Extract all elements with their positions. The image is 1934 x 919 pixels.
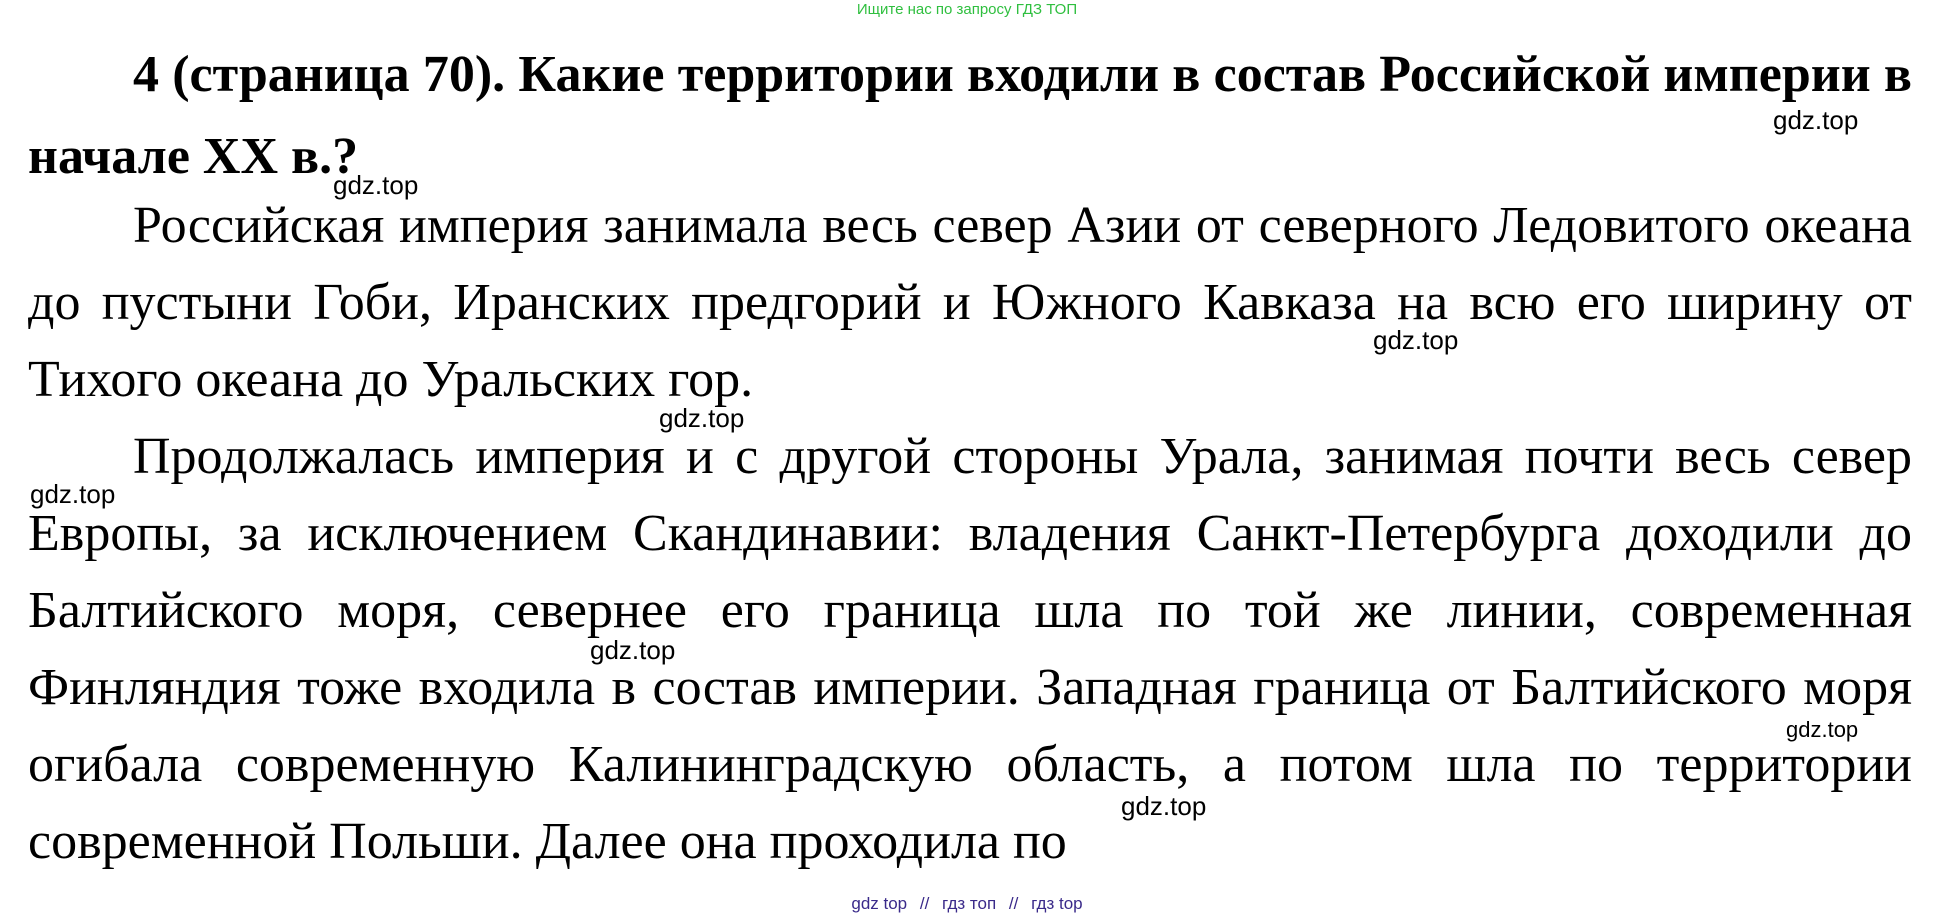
watermark: gdz.top	[1773, 105, 1859, 135]
bottom-link-1[interactable]: gdz top	[851, 894, 908, 913]
watermark: gdz.top	[659, 403, 745, 433]
bottom-link-3[interactable]: гдз top	[1031, 894, 1083, 913]
answer-paragraph-1: Российская империя занимала весь север Азии от северного Ледовитого океана до пустыни Гоби, Иранских предгорий и Южного Кавказа на всю его ширину от Тихого океана до Уральских гор.	[28, 197, 1912, 408]
top-search-hint: Ищите нас по запросу ГДЗ ТОП	[856, 1, 1078, 18]
watermark: gdz.top	[1373, 325, 1459, 355]
bottom-link-2[interactable]: гдз топ	[942, 894, 997, 913]
watermark: gdz.top	[333, 170, 419, 200]
watermark: gdz.top	[590, 635, 676, 665]
watermark: gdz.top	[30, 479, 116, 509]
answer-paragraph-2: Продолжалась империя и с другой стороны Урала, занимая почти весь север Европы, за исключением Скандинавии: владения Санкт-Петербурга доходили до Балтийского моря, севернее его граница шла по той же линии, современная Финляндия тоже входила в состав империи. Западная граница от Балтийского моря огибала современную Калининградскую область, а потом шла по территории современной Польши. Далее она проходила по	[28, 428, 1912, 870]
bottom-separator: //	[1008, 894, 1019, 913]
watermark: gdz.top	[1786, 717, 1859, 742]
bottom-links	[0, 894, 1934, 914]
bottom-separator: //	[919, 894, 930, 913]
watermark: gdz.top	[1121, 791, 1207, 821]
question-heading: 4 (страница 70). Какие территории входили в состав Российской империи в начале XX в.?	[28, 46, 1912, 185]
